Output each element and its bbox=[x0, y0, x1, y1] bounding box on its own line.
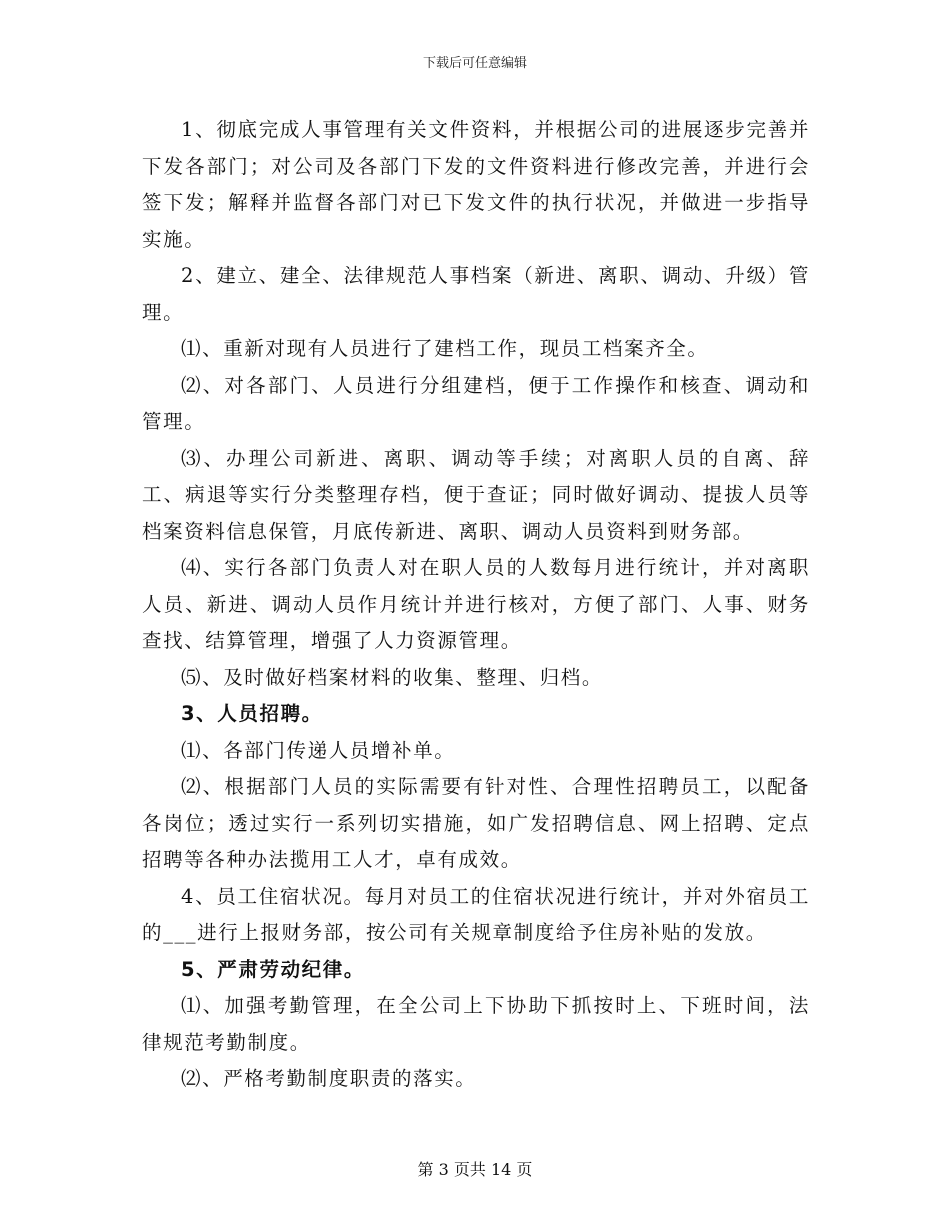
paragraph: 1、彻底完成人事管理有关文件资料，并根据公司的进展逐步完善并下发各部门；对公司及各部门下发的文件资料进行修改完善，并进行会签下发；解释并监督各部门对已下发文件的执行状况，并做进一步指导实施。 bbox=[142, 118, 810, 251]
section-heading: 3、人员招聘。 bbox=[181, 702, 323, 725]
paragraph: ⑴、各部门传递人员增补单。 bbox=[181, 738, 456, 762]
paragraph: ⑴、重新对现有人员进行了建档工作，现员工档案齐全。 bbox=[181, 337, 709, 360]
paragraph: ⑸、及时做好档案材料的收集、整理、归档。 bbox=[181, 665, 604, 689]
paragraph: ⑵、对各部门、人员进行分组建档，便于工作操作和核查、调动和管理。 bbox=[142, 373, 810, 433]
paragraph: ⑶、办理公司新进、离职、调动等手续；对离职人员的自离、辞工、病退等实行分类整理存档，便于查证；同时做好调动、提拔人员等档案资料信息保管，月底传新进、离职、调动人员资料到财务部。 bbox=[142, 446, 810, 543]
paragraph: ⑵、严格考勤制度职责的落实。 bbox=[181, 1067, 477, 1090]
page-header: 下载后可任意编辑 bbox=[422, 56, 527, 71]
paragraph: 2、建立、建全、法律规范人事档案（新进、离职、调动、升级）管理。 bbox=[142, 264, 810, 324]
paragraph: ⑴、加强考勤管理，在全公司上下协助下抓按时上、下班时间，法律规范考勤制度。 bbox=[142, 994, 810, 1054]
paragraph: ⑵、根据部门人员的实际需要有针对性、合理性招聘员工，以配备各岗位；透过实行一系列切实措施，如广发招聘信息、网上招聘、定点招聘等各种办法揽用工人才，卓有成效。 bbox=[142, 775, 810, 871]
document-body bbox=[142, 112, 810, 1098]
section-heading: 5、严肃劳动纪律。 bbox=[181, 957, 365, 981]
paragraph: 4、员工住宿状况。每月对员工的住宿状况进行统计，并对外宿员工的___进行上报财务部，按公司有关规章制度给予住房补贴的发放。 bbox=[142, 884, 810, 944]
paragraph: ⑷、实行各部门负责人对在职人员的人数每月进行统计，并对离职人员、新进、调动人员作月统计并进行核对，方便了部门、人事、财务查找、结算管理，增强了人力资源管理。 bbox=[142, 556, 810, 652]
page-footer: 第 3 页共 14 页 bbox=[417, 1160, 533, 1179]
